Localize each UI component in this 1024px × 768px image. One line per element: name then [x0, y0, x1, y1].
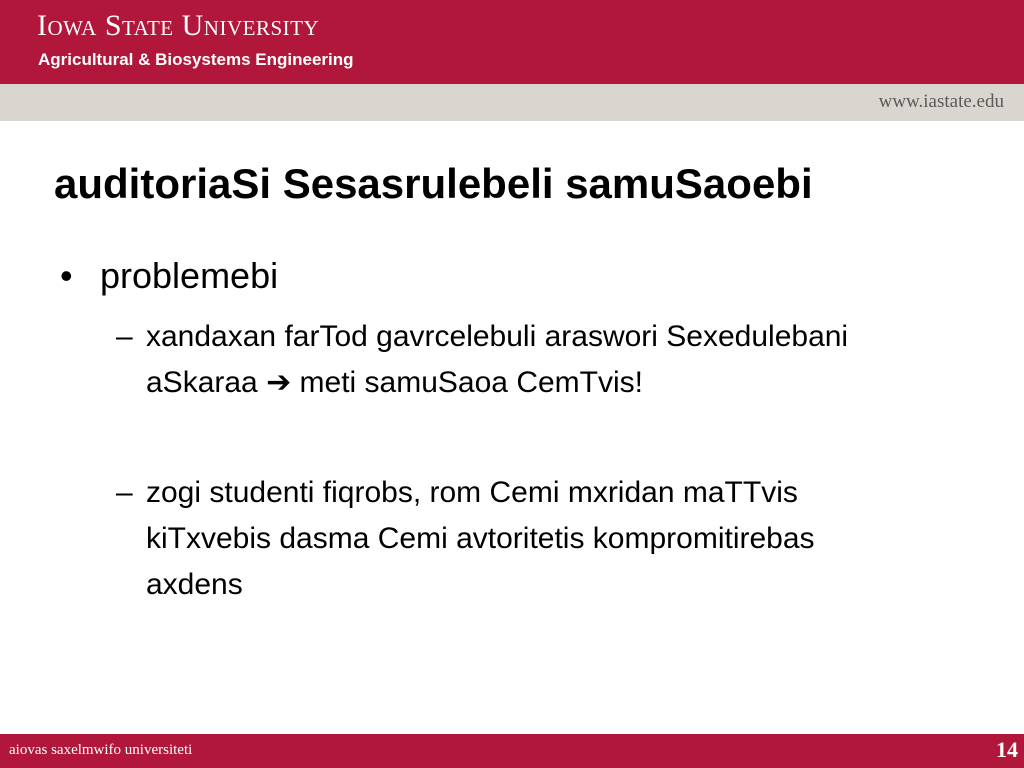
website-url: www.iastate.edu — [878, 91, 1004, 112]
sub-bullet-item — [116, 470, 916, 608]
bullet-item — [60, 254, 278, 298]
department-name: Agricultural & Biosystems Engineering — [38, 50, 354, 69]
bullet-dot-icon: • — [60, 255, 73, 296]
dash-icon: – — [116, 476, 133, 509]
dash-icon: – — [116, 320, 133, 353]
sub-bullet-text: zogi studenti fiqrobs, rom Cemi mxridan maTTvis kiTxvebis dasma Cemi avtoritetis kompromitirebas axdens — [146, 476, 815, 601]
sub-bullet-item — [116, 314, 916, 406]
university-name: Iowa State University — [37, 9, 320, 42]
footer-university-name: aiovas saxelmwifo universiteti — [9, 742, 193, 758]
bullet-text: problemebi — [100, 255, 279, 296]
page-number: 14 — [996, 737, 1018, 762]
sub-bullet-text: xandaxan farTod gavrcelebuli araswori Sexedulebani aSkaraa ➔ meti samuSaoa CemTvis! — [146, 320, 849, 399]
slide-title: auditoriaSi Sesasrulebeli samuSaoebi — [54, 160, 813, 207]
